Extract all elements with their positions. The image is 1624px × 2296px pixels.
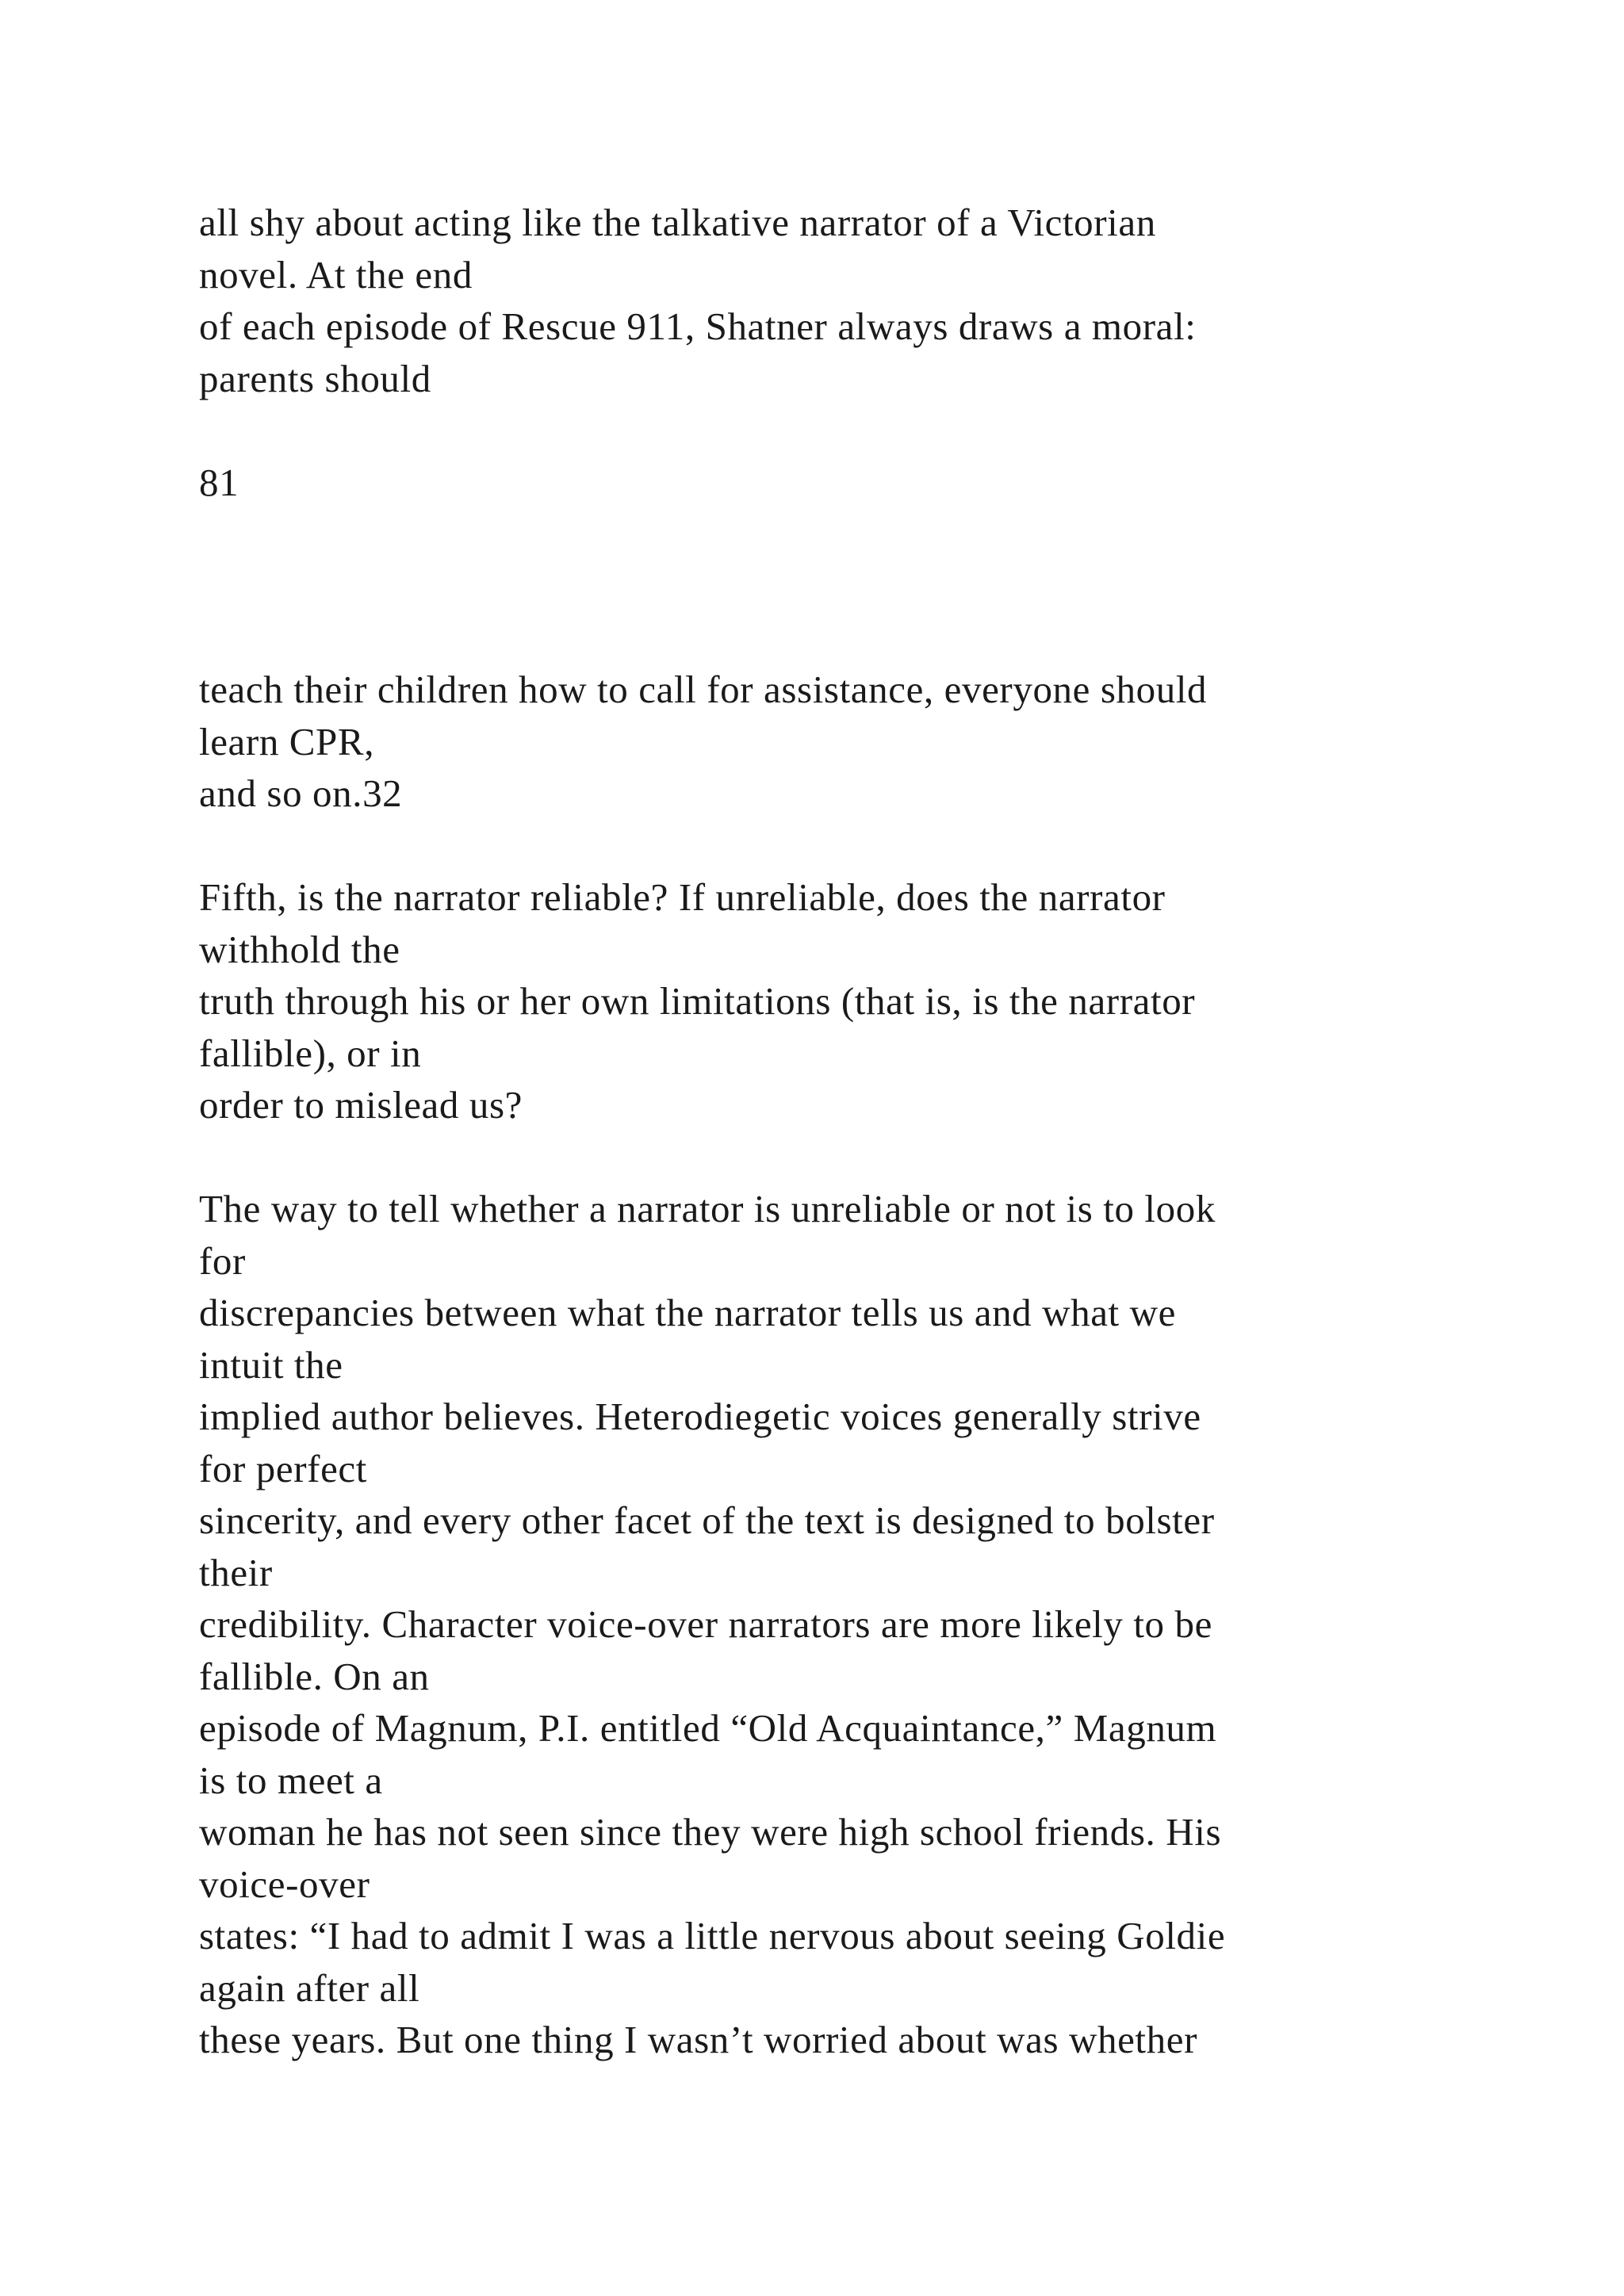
text-line: for perfect bbox=[199, 1446, 367, 1490]
text-line: credibility. Character voice-over narrators are more likely to be bbox=[199, 1602, 1212, 1646]
text-line: fallible), or in bbox=[199, 1031, 422, 1075]
text-line: for bbox=[199, 1238, 246, 1283]
blank-line bbox=[199, 1131, 1547, 1184]
text-line: order to mislead us? bbox=[199, 1083, 523, 1127]
paragraph-cpr bbox=[199, 664, 1547, 820]
text-line: states: “I had to admit I was a little nervous about seeing Goldie bbox=[199, 1914, 1226, 1957]
text-line: intuit the bbox=[199, 1342, 343, 1387]
text-line: these years. But one thing I wasn’t worried about was whether bbox=[199, 2018, 1198, 2061]
text-line: Fifth, is the narrator reliable? If unreliable, does the narrator bbox=[199, 875, 1166, 919]
paragraph-unreliable-narrator bbox=[199, 1183, 1547, 2066]
text-line: their bbox=[199, 1550, 273, 1594]
text-line: withhold the bbox=[199, 927, 400, 971]
text-line: sincerity, and every other facet of the text is designed to bolster bbox=[199, 1498, 1215, 1542]
blank-line bbox=[199, 404, 1547, 457]
text-line: all shy about acting like the talkative narrator of a Victorian bbox=[199, 201, 1156, 244]
text-line: of each episode of Rescue 911, Shatner always draws a moral: bbox=[199, 304, 1197, 348]
text-line: episode of Magnum, P.I. entitled “Old Acquaintance,” Magnum bbox=[199, 1706, 1217, 1750]
text-line: parents should bbox=[199, 356, 431, 400]
text-line: again after all bbox=[199, 1965, 420, 2010]
text-line: is to meet a bbox=[199, 1758, 383, 1802]
text-line: novel. At the end bbox=[199, 252, 473, 297]
text-line: learn CPR, bbox=[199, 719, 375, 763]
text-line: and so on.32 bbox=[199, 771, 403, 815]
paragraph-continuation bbox=[199, 197, 1547, 404]
paragraph-reliability-question bbox=[199, 871, 1547, 1131]
text-column bbox=[199, 197, 1547, 2066]
text-line: fallible. On an bbox=[199, 1654, 430, 1698]
text-line: implied author believes. Heterodiegetic voices generally strive bbox=[199, 1395, 1201, 1438]
blank-line bbox=[199, 820, 1547, 872]
page-number: 81 bbox=[199, 460, 239, 504]
text-line: voice-over bbox=[199, 1862, 370, 1906]
page-break-gap bbox=[199, 508, 1547, 664]
text-line: truth through his or her own limitations (that is, is the narrator bbox=[199, 979, 1196, 1023]
text-line: The way to tell whether a narrator is unreliable or not is to look bbox=[199, 1187, 1216, 1230]
text-line: teach their children how to call for assistance, everyone should bbox=[199, 668, 1208, 711]
text-line: woman he has not seen since they were high school friends. His bbox=[199, 1810, 1222, 1854]
text-line: discrepancies between what the narrator tells us and what we bbox=[199, 1291, 1176, 1334]
